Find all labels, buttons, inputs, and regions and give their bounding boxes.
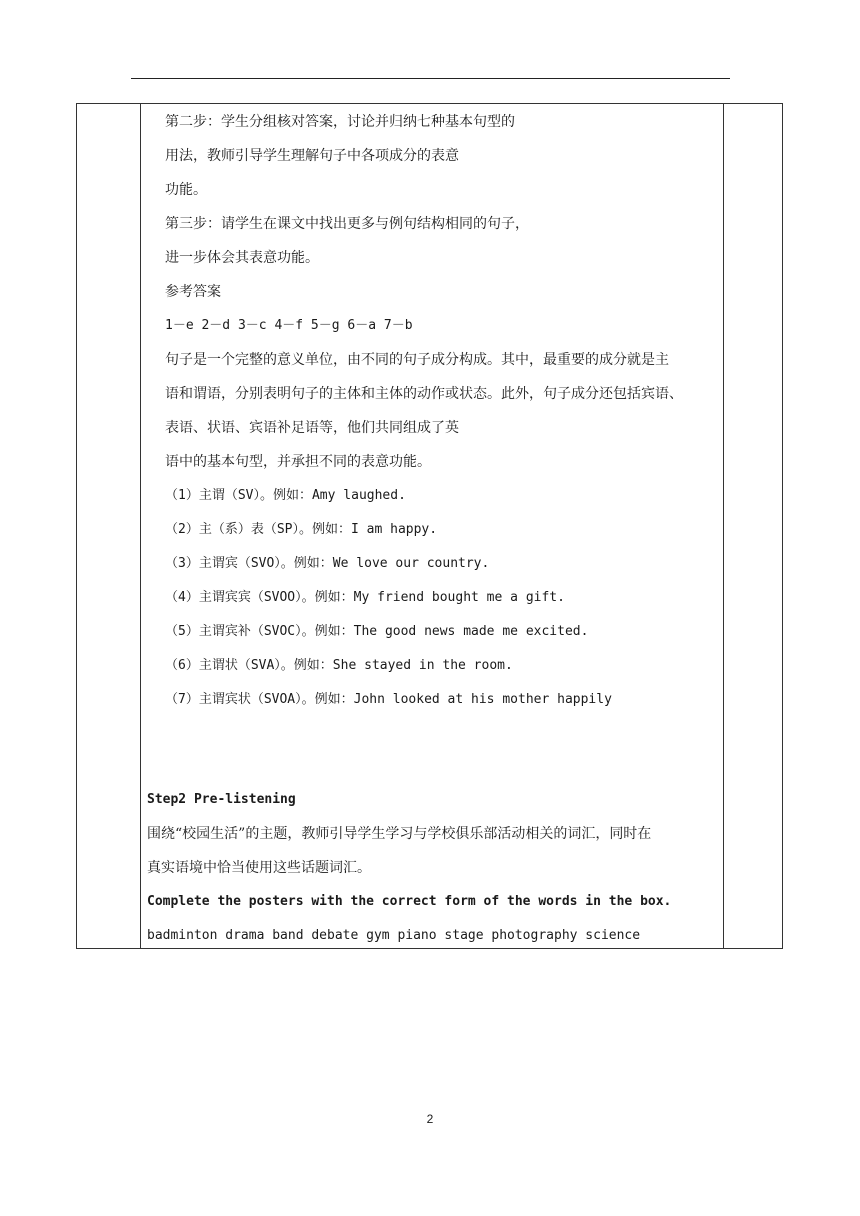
- pattern-svo: （3）主谓宾（SVO）。例如：We love our country.: [165, 556, 490, 571]
- pattern-sva: （6）主谓状（SVA）。例如：She stayed in the room.: [165, 658, 513, 673]
- explanation-line-4: 语中的基本句型，并承担不同的表意功能。: [165, 454, 431, 470]
- explanation-line-3: 表语、状语、宾语补足语等，他们共同组成了英: [165, 420, 459, 436]
- pattern-svoc: （5）主谓宾补（SVOC）。例如：The good news made me excited.: [165, 624, 589, 639]
- pattern-svoo: （4）主谓宾宾（SVOO）。例如：My friend bought me a gift.: [165, 590, 565, 605]
- pattern-sv: （1）主谓（SV）。例如：Amy laughed.: [165, 488, 406, 503]
- header-rule: [131, 78, 730, 79]
- step-two-line-3: 功能。: [165, 182, 207, 198]
- word-box: badminton drama band debate gym piano stage photography science: [147, 928, 641, 943]
- table-column-divider-left: [140, 104, 141, 948]
- step2-heading: Step2 Pre-listening: [147, 792, 296, 807]
- step-two-line-1: 第二步：学生分组核对答案，讨论并归纳七种基本句型的: [165, 114, 515, 130]
- table-column-divider-right: [723, 104, 724, 948]
- pre-listening-line-1: 围绕“校园生活”的主题，教师引导学生学习与学校俱乐部活动相关的词汇，同时在: [147, 826, 652, 842]
- explanation-line-1: 句子是一个完整的意义单位，由不同的句子成分构成。其中，最重要的成分就是主: [165, 352, 669, 368]
- page-number: 2: [426, 1112, 434, 1126]
- task-instruction: Complete the posters with the correct form of the words in the box.: [147, 894, 672, 909]
- step-three-line-2: 进一步体会其表意功能。: [165, 250, 319, 266]
- pre-listening-line-2: 真实语境中恰当使用这些话题词汇。: [147, 860, 371, 876]
- pattern-svoa: （7）主谓宾状（SVOA）。例如：John looked at his mother happily: [165, 692, 612, 707]
- pattern-sp: （2）主（系）表（SP）。例如：I am happy.: [165, 522, 438, 537]
- reference-answers-heading: 参考答案: [165, 284, 221, 300]
- step-three-line-1: 第三步：请学生在课文中找出更多与例句结构相同的句子，: [165, 216, 529, 232]
- explanation-line-2: 语和谓语，分别表明句子的主体和主体的动作或状态。此外，句子成分还包括宾语、: [165, 386, 683, 402]
- reference-answers: 1－e 2－d 3－c 4－f 5－g 6－a 7－b: [165, 318, 413, 333]
- step-two-line-2: 用法，教师引导学生理解句子中各项成分的表意: [165, 148, 459, 164]
